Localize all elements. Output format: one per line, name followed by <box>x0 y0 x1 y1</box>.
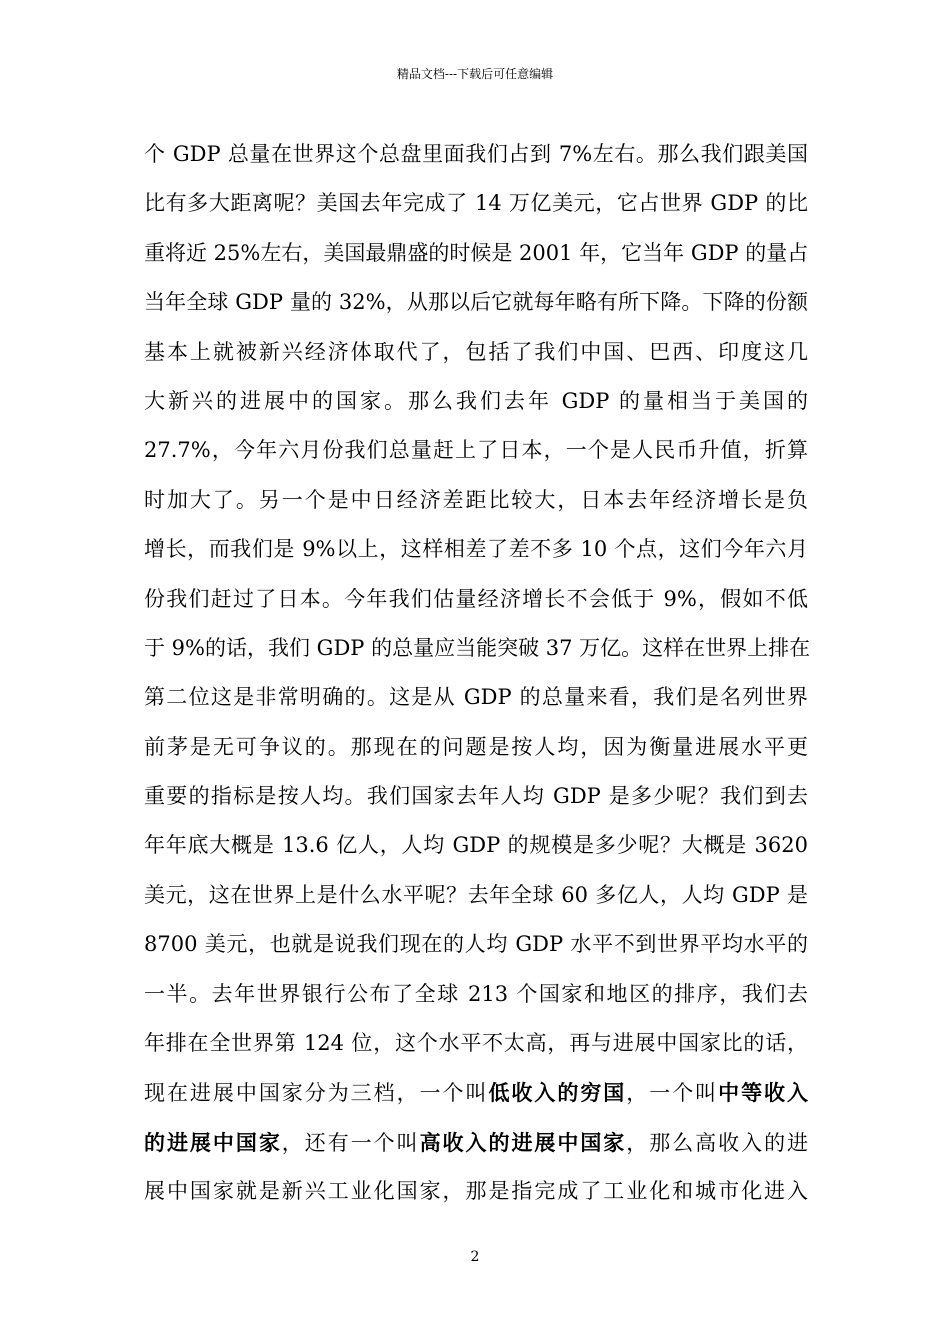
text-line <box>144 723 808 772</box>
text-run: 当年全球 GDP 量的 32%，从那以后它就每年略有所下降。下降的份额 <box>144 290 808 315</box>
text-run: 重将近 25%左右，美国最鼎盛的时候是 2001 年，它当年 GDP 的量占 <box>144 240 809 265</box>
text-run: 时加大了。另一个是中日经济差距比较大，日本去年经济增长是负 <box>144 487 808 512</box>
text-line <box>144 1019 808 1068</box>
text-run: 27.7%，今年六月份我们总量赶上了日本，一个是人民币升值，折算 <box>144 438 808 463</box>
text-run: 大新兴的进展中的国家。那么我们去年 GDP 的量相当于美国的 <box>144 388 808 413</box>
text-run: ，一个叫 <box>626 1081 719 1106</box>
text-line <box>144 821 808 870</box>
text-line <box>144 1068 808 1117</box>
text-run: 展中国家就是新兴工业化国家，那是指完成了工业化和城市化进入 <box>144 1179 808 1204</box>
text-line <box>144 525 808 574</box>
page-number: 2 <box>470 1249 480 1265</box>
text-line <box>144 179 808 228</box>
text-line <box>144 920 808 969</box>
page-header: 精品文档---下载后可任意编辑 <box>396 67 554 81</box>
text-run: 基本上就被新兴经济体取代了，包括了我们中国、巴西、印度这几 <box>144 339 808 364</box>
bold-text-run: 高收入的进展中国家 <box>419 1129 627 1155</box>
text-run: 一半。去年世界银行公布了全球 213 个国家和地区的排序，我们去 <box>144 981 808 1006</box>
text-line <box>144 328 808 377</box>
text-line <box>144 970 808 1019</box>
text-run: 第二位这是非常明确的。这是从 GDP 的总量来看，我们是名列世界 <box>144 685 808 710</box>
text-line <box>144 377 808 426</box>
text-line <box>144 426 808 475</box>
text-run: 年年底大概是 13.6 亿人，人均 GDP 的规模是多少呢？大概是 3620 <box>144 833 808 858</box>
text-run: 增长，而我们是 9%以上，这样相差了差不多 10 个点，这们今年六月 <box>144 537 808 562</box>
text-run: 重要的指标是按人均。我们国家去年人均 GDP 是多少呢？我们到去 <box>144 784 808 809</box>
text-line <box>144 229 808 278</box>
bold-text-run: 中等收入 <box>718 1080 809 1106</box>
text-line <box>144 476 808 525</box>
body-text <box>144 130 811 1217</box>
bold-text-run: 的进展中国家 <box>144 1129 282 1155</box>
text-run: 于 9%的话，我们 GDP 的总量应当能突破 37 万亿。这样在世界上排在 <box>144 635 811 660</box>
bold-text-run: 低收入的穷国 <box>488 1080 627 1106</box>
text-line <box>144 278 808 327</box>
text-line <box>144 624 811 673</box>
text-line <box>144 673 808 722</box>
text-line <box>144 772 808 821</box>
text-run: 个 GDP 总量在世界这个总盘里面我们占到 7%左右。那么我们跟美国 <box>144 142 808 166</box>
text-run: 年排在全世界第 124 位，这个水平不太高，再与进展中国家比的话， <box>144 1031 808 1056</box>
text-run: 前茅是无可争议的。那现在的问题是按人均，因为衡量进展水平更 <box>144 734 808 759</box>
text-line <box>144 871 808 920</box>
text-line <box>144 130 808 179</box>
text-run: 份我们赶过了日本。今年我们估量经济增长不会低于 9%，假如不低 <box>144 586 808 611</box>
text-line <box>144 575 808 624</box>
text-line <box>144 1118 808 1167</box>
text-run: 比有多大距离呢？美国去年完成了 14 万亿美元，它占世界 GDP 的比 <box>144 191 808 216</box>
text-run: ，那么高收入的进 <box>626 1130 809 1155</box>
text-run: 美元，这在世界上是什么水平呢？去年全球 60 多亿人，人均 GDP 是 <box>144 882 808 907</box>
text-line <box>144 1167 808 1216</box>
text-run: 现在进展中国家分为三档，一个叫 <box>144 1081 489 1106</box>
text-run: ，还有一个叫 <box>281 1130 420 1155</box>
text-run: 8700 美元，也就是说我们现在的人均 GDP 水平不到世界平均水平的 <box>144 932 808 957</box>
